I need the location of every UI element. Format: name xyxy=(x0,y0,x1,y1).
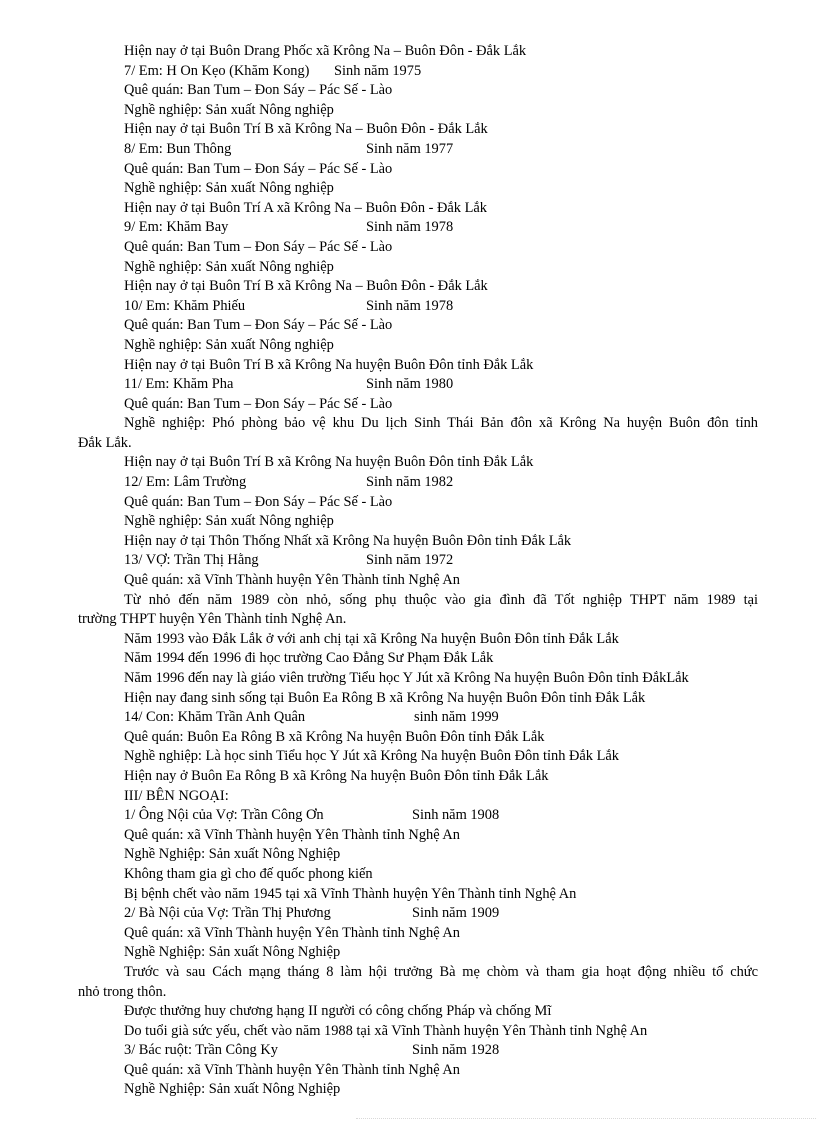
text-line xyxy=(0,689,816,709)
document-body xyxy=(0,42,816,1100)
line-text: Năm 1993 vào Đắk Lắk ở với anh chị tại xã Krông Na huyện Buôn Đôn tỉnh Đắk Lắk xyxy=(124,630,619,647)
text-line xyxy=(0,414,816,434)
line-text: Năm 1996 đến nay là giáo viên trường Tiểu học Y Jút xã Krông Na huyện Buôn Đôn tỉnh ĐắkLắk xyxy=(124,670,689,686)
text-line xyxy=(0,865,816,885)
birth-year-text: sinh năm 1999 xyxy=(414,709,499,726)
text-line xyxy=(0,258,816,278)
line-text: Nghề nghiệp: Sản xuất Nông nghiệp xyxy=(124,336,334,353)
line-text: Nghề nghiệp: Sản xuất Nông nghiệp xyxy=(124,180,334,197)
birth-year-text: Sinh năm 1980 xyxy=(366,376,454,393)
text-line xyxy=(0,512,816,532)
line-text: Không tham gia gì cho đế quốc phong kiến xyxy=(124,865,373,882)
text-line xyxy=(0,963,816,983)
birth-year-text: Sinh năm 1982 xyxy=(366,474,454,491)
line-text: III/ BÊN NGOẠI: xyxy=(124,787,229,804)
line-text: 8/ Em: Bun Thông xyxy=(124,140,232,157)
line-text: Hiện nay ở Buôn Ea Rông B xã Krông Na huyện Buôn Đôn tỉnh Đắk Lắk xyxy=(124,767,549,784)
text-line xyxy=(0,728,816,748)
line-text: Nghề nghiệp: Sản xuất Nông nghiệp xyxy=(124,513,334,530)
text-line xyxy=(0,532,816,552)
text-line xyxy=(0,747,816,767)
text-line xyxy=(0,238,816,258)
text-line xyxy=(0,493,816,513)
line-text: Hiện nay đang sinh sống tại Buôn Ea Rông B xã Krông Na huyện Buôn Đôn tỉnh Đắk Lắk xyxy=(124,689,646,706)
text-line xyxy=(0,591,816,611)
text-line xyxy=(0,1041,816,1061)
line-text: 14/ Con: Khăm Trần Anh Quân xyxy=(124,709,306,726)
text-line xyxy=(0,1022,816,1042)
text-line xyxy=(0,160,816,180)
line-text: Quê quán: xã Vĩnh Thành huyện Yên Thành tỉnh Nghệ An xyxy=(124,572,460,589)
line-text: 7/ Em: H On Kẹo (Khăm Kong) xyxy=(124,62,310,79)
text-line xyxy=(0,199,816,219)
text-line xyxy=(0,375,816,395)
text-line xyxy=(0,610,816,630)
line-text: Nghề nghiệp: Là học sinh Tiểu học Y Jút xã Krông Na huyện Buôn Đôn tỉnh Đắk Lắk xyxy=(124,748,619,765)
text-line xyxy=(0,885,816,905)
birth-year-text: Sinh năm 1977 xyxy=(366,140,454,157)
line-text: Nghề Nghiệp: Sản xuất Nông Nghiệp xyxy=(124,1081,341,1098)
line-text: 13/ VỢ: Trần Thị Hằng xyxy=(124,552,259,569)
line-text: 1/ Ông Nội của Vợ: Trần Công Ơn xyxy=(124,807,324,824)
text-line xyxy=(0,120,816,140)
line-text: Từ nhỏ đến năm 1989 còn nhỏ, sống phụ thuộc vào gia đình đã Tốt nghiệp THPT năm 1989 tại xyxy=(124,591,758,608)
line-text: Quê quán: Ban Tum – Đon Sáy – Pác Sế - Lào xyxy=(124,160,393,177)
line-text: 9/ Em: Khăm Bay xyxy=(124,219,229,236)
text-line xyxy=(0,845,816,865)
line-text: Nghề Nghiệp: Sản xuất Nông Nghiệp xyxy=(124,944,341,961)
line-text: trường THPT huyện Yên Thành tỉnh Nghệ An. xyxy=(78,611,347,628)
text-line xyxy=(0,140,816,160)
text-line xyxy=(0,904,816,924)
text-line xyxy=(0,551,816,571)
line-text: 3/ Bác ruột: Trần Công Ky xyxy=(124,1042,278,1059)
birth-year-text: Sinh năm 1975 xyxy=(334,62,422,79)
text-line xyxy=(0,297,816,317)
text-line xyxy=(0,649,816,669)
line-text: Quê quán: Ban Tum – Đon Sáy – Pác Sế - Lào xyxy=(124,238,393,255)
birth-year-text: Sinh năm 1972 xyxy=(366,552,454,569)
line-text: Do tuổi già sức yếu, chết vào năm 1988 tại xã Vĩnh Thành huyện Yên Thành tỉnh Nghệ An xyxy=(124,1022,648,1039)
line-text: Đắk Lắk. xyxy=(78,434,132,451)
text-line xyxy=(0,336,816,356)
line-text: 12/ Em: Lâm Trường xyxy=(124,474,247,491)
line-text: Nghề nghiệp: Phó phòng bảo vệ khu Du lịch Sinh Thái Bản đôn xã Krông Na huyện Buôn đôn tỉnh xyxy=(124,415,758,432)
birth-year-text: Sinh năm 1978 xyxy=(366,219,454,236)
text-line xyxy=(0,316,816,336)
text-line xyxy=(0,179,816,199)
text-line xyxy=(0,571,816,591)
line-text: nhỏ trong thôn. xyxy=(78,983,167,1000)
line-text: Hiện nay ở tại Buôn Trí B xã Krông Na huyện Buôn Đôn tỉnh Đắk Lắk xyxy=(124,454,534,471)
footer-divider xyxy=(356,1118,816,1119)
line-text: Trước và sau Cách mạng tháng 8 làm hội trưởng Bà mẹ chòm và tham gia hoạt động nhiều tổ chức xyxy=(124,963,758,980)
line-text: Quê quán: Buôn Ea Rông B xã Krông Na huyện Buôn Đôn tỉnh Đắk Lắk xyxy=(124,728,545,745)
line-text: Hiện nay ở tại Buôn Trí A xã Krông Na – Buôn Đôn - Đắk Lắk xyxy=(124,199,487,216)
text-line xyxy=(0,943,816,963)
line-text: Nghề nghiệp: Sản xuất Nông nghiệp xyxy=(124,101,334,118)
line-text: Hiện nay ở tại Buôn Drang Phốc xã Krông Na – Buôn Đôn - Đắk Lắk xyxy=(124,43,527,59)
line-text: Quê quán: Ban Tum – Đon Sáy – Pác Sế - Lào xyxy=(124,395,393,412)
birth-year-text: Sinh năm 1978 xyxy=(366,297,454,314)
text-line xyxy=(0,630,816,650)
line-text: Được thưởng huy chương hạng II người có công chống Pháp và chống Mĩ xyxy=(124,1003,552,1020)
text-line xyxy=(0,356,816,376)
text-line xyxy=(0,1002,816,1022)
text-line xyxy=(0,806,816,826)
line-text: Quê quán: xã Vĩnh Thành huyện Yên Thành tỉnh Nghệ An xyxy=(124,1061,460,1078)
text-line xyxy=(0,708,816,728)
line-text: Nghề nghiệp: Sản xuất Nông nghiệp xyxy=(124,258,334,275)
text-line xyxy=(0,983,816,1003)
line-text: Hiện nay ở tại Buôn Trí B xã Krông Na huyện Buôn Đôn tỉnh Đắk Lắk xyxy=(124,356,534,373)
text-line xyxy=(0,1061,816,1081)
text-line xyxy=(0,767,816,787)
line-text: Hiện nay ở tại Buôn Trí B xã Krông Na – Buôn Đôn - Đắk Lắk xyxy=(124,121,488,138)
text-line xyxy=(0,395,816,415)
birth-year-text: Sinh năm 1909 xyxy=(412,905,500,922)
text-line xyxy=(0,218,816,238)
birth-year-text: Sinh năm 1928 xyxy=(412,1042,500,1059)
text-line xyxy=(0,826,816,846)
line-text: Hiện nay ở tại Buôn Trí B xã Krông Na – Buôn Đôn - Đắk Lắk xyxy=(124,278,488,295)
text-line xyxy=(0,62,816,82)
line-text: Năm 1994 đến 1996 đi học trường Cao Đẳng Sư Phạm Đắk Lắk xyxy=(124,650,494,667)
line-text: Quê quán: Ban Tum – Đon Sáy – Pác Sế - Lào xyxy=(124,493,393,510)
line-text: Hiện nay ở tại Thôn Thống Nhất xã Krông Na huyện Buôn Đôn tỉnh Đắk Lắk xyxy=(124,532,572,549)
birth-year-text: Sinh năm 1908 xyxy=(412,807,500,824)
text-line xyxy=(0,1080,816,1100)
text-line xyxy=(0,924,816,944)
text-line xyxy=(0,453,816,473)
line-text: Quê quán: xã Vĩnh Thành huyện Yên Thành tỉnh Nghệ An xyxy=(124,826,460,843)
text-line xyxy=(0,434,816,454)
line-text: Nghề Nghiệp: Sản xuất Nông Nghiệp xyxy=(124,846,341,863)
line-text: 11/ Em: Khăm Pha xyxy=(124,376,234,393)
text-line xyxy=(0,101,816,121)
text-line xyxy=(0,473,816,493)
line-text: Bị bệnh chết vào năm 1945 tại xã Vĩnh Thành huyện Yên Thành tỉnh Nghệ An xyxy=(124,885,577,902)
text-line xyxy=(0,277,816,297)
line-text: Quê quán: Ban Tum – Đon Sáy – Pác Sế - Lào xyxy=(124,82,393,99)
text-line xyxy=(0,81,816,101)
text-line xyxy=(0,669,816,689)
line-text: 10/ Em: Khăm Phiếu xyxy=(124,297,246,314)
line-text: Quê quán: Ban Tum – Đon Sáy – Pác Sế - Lào xyxy=(124,317,393,334)
line-text: 2/ Bà Nội của Vợ: Trần Thị Phương xyxy=(124,905,331,922)
text-line xyxy=(0,787,816,807)
text-line xyxy=(0,42,816,62)
line-text: Quê quán: xã Vĩnh Thành huyện Yên Thành tỉnh Nghệ An xyxy=(124,924,460,941)
